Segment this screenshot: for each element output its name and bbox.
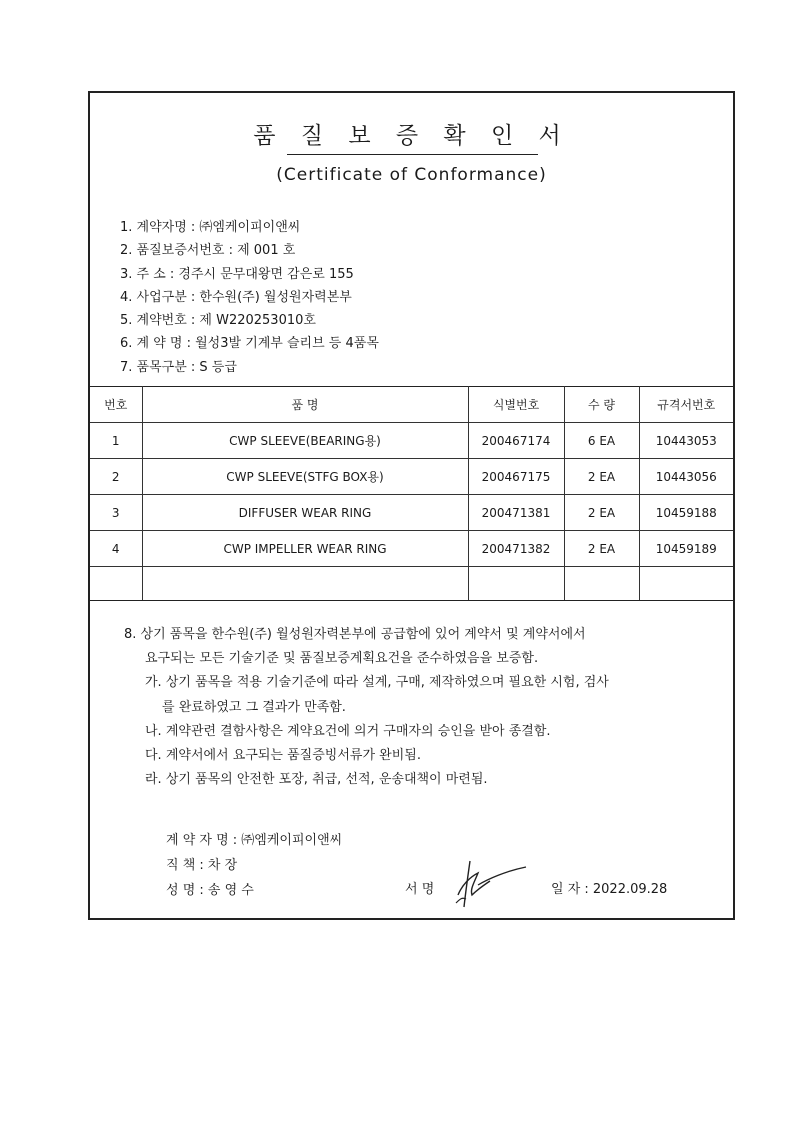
signatory-date: 일 자 : 2022.09.28 — [551, 882, 668, 897]
statement-line: 나. 계약관련 결함사항은 계약요건에 의거 구매자의 승인을 받아 종결함. — [145, 723, 551, 739]
title-underline — [287, 154, 538, 155]
signatory-name: 성 명 : 송 영 수 — [166, 883, 254, 898]
header-id-number: 식별번호 — [468, 387, 564, 423]
row-item-name: CWP IMPELLER WEAR RING — [142, 531, 468, 567]
info-contract-name: 6. 계 약 명 : 월성3발 기계부 슬리브 등 4품목 — [120, 336, 379, 352]
info-item-class: 7. 품목구분 : S 등급 — [120, 359, 237, 375]
info-contract-number: 5. 계약번호 : 제 W220253010호 — [120, 313, 316, 329]
row-id-number: 200467175 — [468, 459, 564, 495]
row-id-number — [468, 567, 564, 601]
signature-label: 서 명 — [405, 882, 435, 897]
row-spec-number: 10459188 — [639, 495, 733, 531]
statement-line: 8. 상기 품목을 한수원(주) 월성원자력본부에 공급함에 있어 계약서 및 계약서에서 — [124, 627, 586, 642]
statement-line: 라. 상기 품목의 안전한 포장, 취급, 선적, 운송대책이 마련됨. — [145, 772, 488, 788]
table-header-row — [90, 387, 733, 423]
table-row — [90, 531, 733, 567]
info-contractor: 1. 계약자명 : ㈜엠케이피이앤씨 — [120, 220, 301, 235]
row-number: 1 — [90, 423, 142, 459]
row-number: 4 — [90, 531, 142, 567]
signatory-block — [166, 828, 342, 903]
row-item-name: DIFFUSER WEAR RING — [142, 495, 468, 531]
statement-line: 를 완료하였고 그 결과가 만족함. — [162, 699, 346, 715]
certificate-frame — [88, 91, 735, 920]
row-id-number: 200471382 — [468, 531, 564, 567]
row-quantity — [564, 567, 639, 601]
row-number: 2 — [90, 459, 142, 495]
table-row — [90, 495, 733, 531]
row-item-name: CWP SLEEVE(BEARING용) — [142, 423, 468, 459]
row-spec-number: 10459189 — [639, 531, 733, 567]
table-row — [90, 423, 733, 459]
signatory-position: 직 책 : 차 장 — [166, 858, 238, 873]
statement-line: 다. 계약서에서 요구되는 품질증빙서류가 완비됨. — [145, 748, 421, 764]
document-title: 품 질 보 증 확 인 서 — [253, 123, 570, 149]
row-spec-number: 10443053 — [639, 423, 733, 459]
header-quantity: 수 량 — [564, 387, 639, 423]
table-row — [90, 459, 733, 495]
row-item-name: CWP SLEEVE(STFG BOX용) — [142, 459, 468, 495]
conformance-statement — [124, 623, 609, 792]
header-item-name: 품 명 — [142, 387, 468, 423]
header-spec-number: 규격서번호 — [639, 387, 733, 423]
statement-line: 요구되는 모든 기술기준 및 품질보증계획요건을 준수하였음을 보증함. — [145, 651, 539, 667]
contract-info-list — [120, 216, 379, 379]
row-number: 3 — [90, 495, 142, 531]
row-id-number: 200467174 — [468, 423, 564, 459]
row-item-name — [142, 567, 468, 601]
info-certificate-number: 2. 품질보증서번호 : 제 001 호 — [120, 243, 296, 259]
table-row-empty — [90, 567, 733, 601]
row-spec-number — [639, 567, 733, 601]
document-subtitle: (Certificate of Conformance) — [276, 165, 547, 185]
handwritten-signature — [448, 855, 528, 915]
row-spec-number: 10443056 — [639, 459, 733, 495]
signatory-company: 계 약 자 명 : ㈜엠케이피이앤씨 — [166, 833, 343, 848]
row-quantity: 2 EA — [564, 495, 639, 531]
row-quantity: 2 EA — [564, 531, 639, 567]
row-number — [90, 567, 142, 601]
info-address: 3. 주 소 : 경주시 문무대왕면 감은로 155 — [120, 266, 354, 282]
items-table — [90, 386, 733, 601]
row-quantity: 2 EA — [564, 459, 639, 495]
statement-line: 가. 상기 품목을 적용 기술기준에 따라 설계, 구매, 제작하였으며 필요한 시험, 검사 — [145, 675, 609, 691]
info-business-division: 4. 사업구분 : 한수원(주) 월성원자력본부 — [120, 289, 352, 305]
row-quantity: 6 EA — [564, 423, 639, 459]
header-number: 번호 — [90, 387, 142, 423]
row-id-number: 200471381 — [468, 495, 564, 531]
